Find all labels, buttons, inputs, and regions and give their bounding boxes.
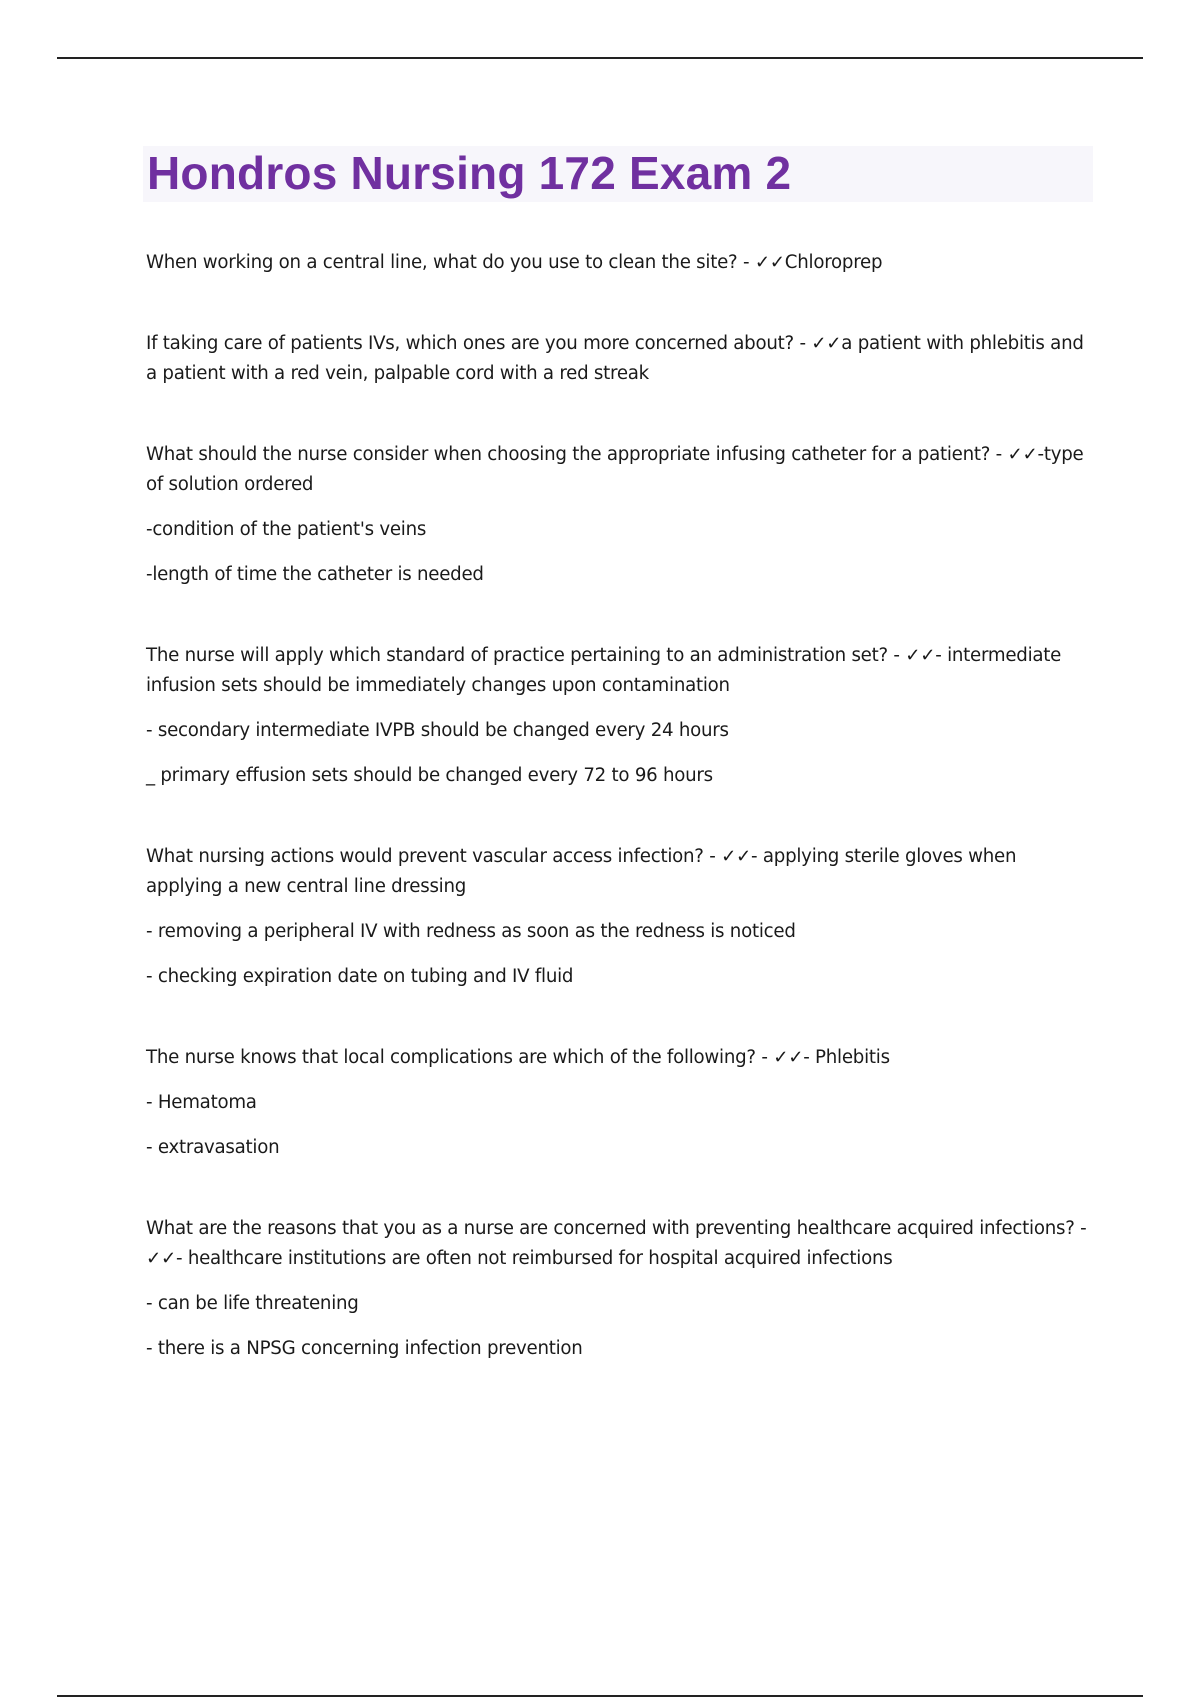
answer-item: - extravasation [146,1137,280,1158]
answer-text: - intermediate infusion sets should be immediately changes upon contamination [146,645,1062,696]
question-line [146,641,1094,701]
answer-item: _ primary effusion sets should be changed every 72 to 96 hours [146,765,713,786]
page-title: Hondros Nursing 172 Exam 2 [147,147,792,199]
qa-block [146,842,1094,992]
answer-text: a patient with phlebitis and a patient with a red vein, palpable cord with a red streak [146,333,1084,384]
double-check-icon: ✓✓ [905,645,936,666]
double-check-icon: ✓✓ [1007,444,1038,465]
answer-text: - applying sterile gloves when applying a new central line dressing [146,846,1017,897]
question-text: If taking care of patients IVs, which ones are you more concerned about? - [146,333,812,354]
question-line [146,440,1094,500]
double-check-icon: ✓✓ [773,1047,804,1068]
double-check-icon: ✓✓ [721,846,752,867]
qa-block [146,329,1094,389]
answer-item: - secondary intermediate IVPB should be changed every 24 hours [146,720,729,741]
question-text: The nurse will apply which standard of practice pertaining to an administration set? - [146,645,906,666]
qa-block [146,440,1094,590]
qa-block [146,641,1094,791]
question-text: The nurse knows that local complications are which of the following? - [146,1047,774,1068]
answer-text: - Phlebitis [803,1047,890,1068]
qa-block [146,1214,1094,1364]
answer-text: -type of solution ordered [146,444,1084,495]
question-line [146,1043,1094,1073]
answer-item: - there is a NPSG concerning infection prevention [146,1338,583,1359]
qa-block [146,248,1094,278]
answer-item: -condition of the patient's veins [146,519,427,540]
question-line [146,842,1094,902]
answer-text: - healthcare institutions are often not reimbursed for hospital acquired infections [175,1248,893,1269]
top-rule [57,57,1143,59]
answer-item: - checking expiration date on tubing and IV fluid [146,966,574,987]
qa-block [146,1043,1094,1163]
answer-text: Chloroprep [784,252,883,273]
answer-item: -length of time the catheter is needed [146,564,484,585]
answer-item: - Hematoma [146,1092,257,1113]
bottom-rule [57,1695,1143,1697]
question-text: What are the reasons that you as a nurse are concerned with preventing healthcare acquired infections? - [146,1218,1087,1239]
double-check-icon: ✓✓ [146,1248,176,1269]
answer-item: - removing a peripheral IV with redness as soon as the redness is noticed [146,921,796,942]
double-check-icon: ✓✓ [754,252,785,273]
question-line [146,329,1094,389]
answer-item: - can be life threatening [146,1293,359,1314]
question-text: What nursing actions would prevent vascular access infection? - [146,846,722,867]
question-line [146,1214,1094,1274]
question-line [146,248,1094,278]
double-check-icon: ✓✓ [811,333,842,354]
qa-list [146,248,1094,1415]
question-text: When working on a central line, what do you use to clean the site? - [146,252,755,273]
question-text: What should the nurse consider when choosing the appropriate infusing catheter for a patient? - [146,444,1008,465]
